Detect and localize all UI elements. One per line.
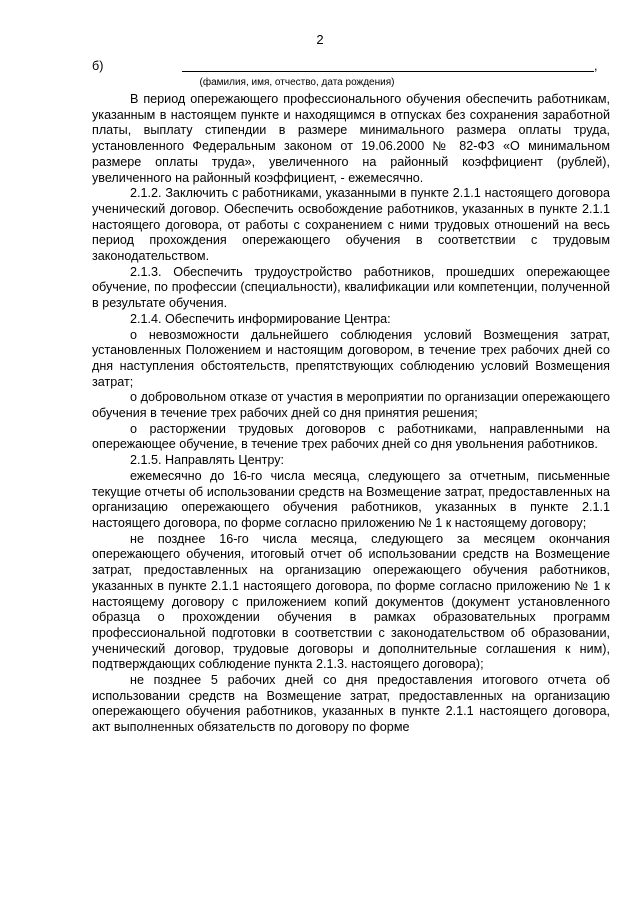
page-number: 2 (316, 32, 324, 47)
paragraph: 2.1.5. Направлять Центру: (130, 453, 285, 468)
paragraph: не позднее 5 рабочих дней со дня предоставления итогового отчета об использовании средств на Возмещение затрат, предоставленных на организацию опережающего обучения работников, указанных в пункте 2.1.1 настоящего договора, акт выполненных обязательств по договору по форме (92, 673, 610, 735)
fill-in-line (92, 59, 612, 77)
paragraph: В период опережающего профессионального обучения обеспечить работникам, указанным в настоящем пункте и находящимся в отпусках без сохранения заработной платы, выплату стипендии в размере минимального размера оплаты труда, установленного Федеральным законом от 19.06.2000 № 82-ФЗ «О минимальном размере оплаты труда», увеличенного на районный коэффициент (рублей), увеличенного на районный коэффициент, - ежемесячно. (92, 92, 610, 185)
paragraph: 2.1.2. Заключить с работниками, указанными в пункте 2.1.1 настоящего договора ученический договор. Обеспечить освобождение работников, указанных в пункте 2.1.1 настоящего договора, от работы с сохранением с ними трудовых отношений на весь период прохождения опережающего обучения в соответствии с трудовым законодательством. (92, 186, 610, 264)
paragraph: о добровольном отказе от участия в мероприятии по организации опережающего обучения в течение трех рабочих дней со дня принятия решения; (92, 390, 610, 421)
paragraph: о расторжении трудовых договоров с работниками, направленными на опережающее обучение, в течение трех рабочих дней со дня увольнения работников. (92, 421, 610, 452)
paragraph: о невозможности дальнейшего соблюдения условий Возмещения затрат, установленных Положением и настоящим договором, в течение трех рабочих дней со дня наступления обстоятельств, препятствующих соблюдению условий Возмещения затрат; (92, 327, 610, 389)
item-marker: б) (92, 59, 104, 73)
blank-caption: (фамилия, имя, отчество, дата рождения) (199, 77, 395, 88)
paragraph: ежемесячно до 16-го числа месяца, следующего за отчетным, письменные текущие отчеты об использовании средств на Возмещение затрат, предоставленных на организацию опережающего обучения работников, указанных в пункте 2.1.1 настоящего договора, по форме согласно приложению № 1 к настоящему договору; (92, 468, 610, 530)
paragraph: 2.1.3. Обеспечить трудоустройство работников, прошедших опережающее обучение, по профессии (специальности), квалификации или компетенции, полученной в результате обучения. (92, 264, 610, 311)
paragraph: 2.1.4. Обеспечить информирование Центра: (130, 311, 391, 326)
paragraph: не позднее 16-го числа месяца, следующего за месяцем окончания опережающего обучения, итоговый отчет об использовании средств на Возмещение затрат, предоставленных на организацию опережающего обучения работников, указанных в пункте 2.1.1 настоящего договора, по форме согласно приложению № 1 к настоящему договору с приложением копий документов (документ установленного образца о прохождении обучения в рамках образовательных программ профессиональной подготовки в соответствии с законодательством об образовании, ученический договор, трудовые договоры и дополнительные соглашения к ним), подтверждающих соблюдение пункта 2.1.3. настоящего договора); (92, 531, 610, 672)
blank-underline (182, 71, 594, 72)
document-body (92, 92, 610, 736)
blank-suffix: , (594, 59, 598, 73)
